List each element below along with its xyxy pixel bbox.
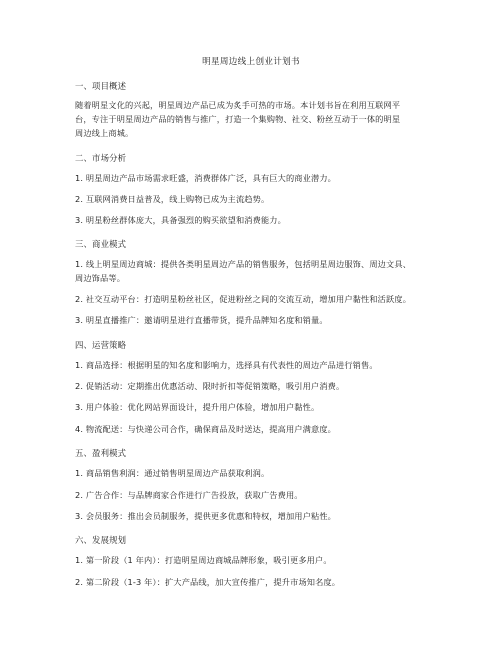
list-item: 2. 社交互动平台：打造明星粉丝社区，促进粉丝之间的交流互动，增加用户黏性和活跃度。 [75,294,412,304]
list-item: 3. 明星粉丝群体庞大，具备强烈的购买欲望和消费能力。 [75,215,286,225]
paragraph-line: 随着明星文化的兴起，明星周边产品已成为炙手可热的市场。本计划书旨在利用互联网平 [75,100,401,110]
list-item: 2. 第二阶段（1-3 年）：扩大产品线，加大宣传推广，提升市场知名度。 [75,577,341,587]
list-item: 1. 明星周边产品市场需求旺盛，消费群体广泛，具有巨大的商业潜力。 [75,173,336,183]
section-heading: 一、项目概述 [75,81,127,91]
list-item: 4. 物流配送：与快递公司合作，确保商品及时送达，提高用户满意度。 [75,424,336,434]
list-item-continuation: 周边饰品等。 [75,273,126,283]
list-item: 3. 明星直播推广：邀请明星进行直播带货，提升品牌知名度和销量。 [75,315,328,325]
section-heading: 二、市场分析 [75,153,127,163]
list-item: 1. 线上明星周边商城：提供各类明星周边产品的销售服务，包括明星周边服饰、周边文具、 [75,259,412,269]
list-item: 2. 广告合作：与品牌商家合作进行广告投放，获取广告费用。 [75,490,303,500]
list-item: 1. 商品选择：根据明星的知名度和影响力，选择具有代表性的周边产品进行销售。 [75,360,378,370]
paragraph-line: 台，专注于明星周边产品的销售与推广，打造一个集购物、社交、粉丝互动于一体的明星 [75,114,401,124]
list-item: 3. 会员服务：推出会员制服务，提供更多优惠和特权，增加用户粘性。 [75,511,336,521]
list-item: 2. 互联网消费日益普及，线上购物已成为主流趋势。 [75,194,270,204]
paragraph-line: 周边线上商城。 [75,128,134,138]
list-item: 1. 商品销售利润：通过销售明星周边产品获取利润。 [75,468,270,478]
section-heading: 五、盈利模式 [75,448,127,458]
document-title: 明星周边线上创业计划书 [202,57,300,67]
section-heading: 三、商业模式 [75,239,127,249]
section-heading: 六、发展规划 [75,535,127,545]
section-heading: 四、运营策略 [75,340,127,350]
list-item: 1. 第一阶段（1 年内）：打造明星周边商城品牌形象，吸引更多用户。 [75,555,332,565]
list-item: 2. 促销活动：定期推出优惠活动、限时折扣等促销策略，吸引用户消费。 [75,381,345,391]
list-item: 3. 用户体验：优化网站界面设计，提升用户体验，增加用户黏性。 [75,402,320,412]
